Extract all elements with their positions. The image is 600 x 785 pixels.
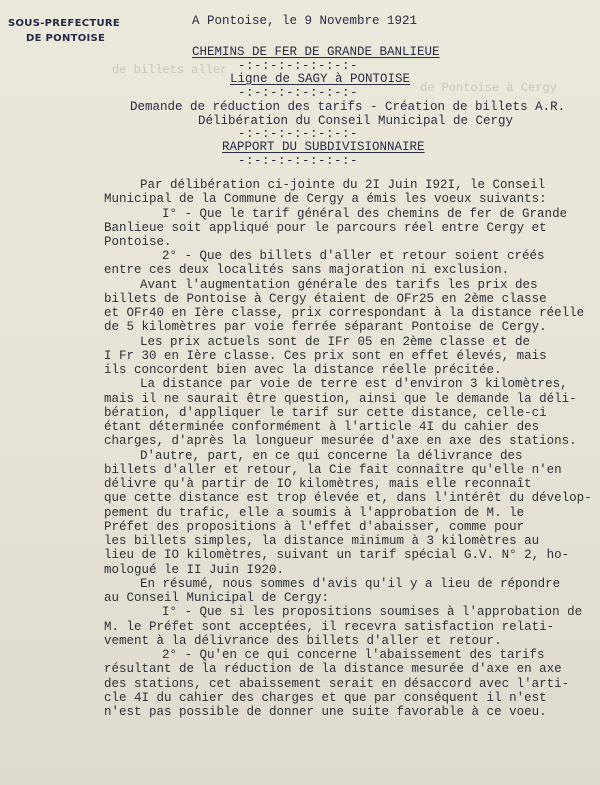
bleed-through-text: de Pontoise à Cergy: [420, 81, 557, 95]
body-line: charges, d'après la longueur mesurée d'axe en axe des stations.: [104, 434, 577, 448]
body-line: que cette distance est trop élevée et, dans l'intérêt du dévelop-: [104, 491, 592, 505]
body-line: Municipal de la Commune de Cergy a émis les voeux suivants:: [104, 192, 547, 206]
body-line: 2° - Qu'en ce qui concerne l'abaissement des tarifs: [162, 648, 545, 662]
body-line: mologué le II Juin I920.: [104, 563, 285, 577]
body-line: Avant l'augmentation générale des tarifs les prix des: [140, 278, 538, 292]
body-line: I° - Que si les propositions soumises à l'approbation de: [162, 605, 583, 619]
separator: -:-:-:-:-:-:-:-: [238, 154, 359, 168]
separator: -:-:-:-:-:-:-:-: [238, 127, 359, 141]
body-line: de 5 kilomètres par voie ferrée séparant Pontoise de Cergy.: [104, 320, 547, 334]
body-line: 2° - Que des billets d'aller et retour soient créés: [162, 249, 545, 263]
body-line: pement du trafic, elle a soumis à l'approbation de M. le: [104, 506, 525, 520]
subject-line: Délibération du Conseil Municipal de Cergy: [198, 114, 514, 128]
body-line: lieu de IO kilomètres, suivant un tarif spécial G.V. N° 2, ho-: [104, 548, 570, 562]
body-line: M. le Préfet sont acceptées, il recevra satisfaction relati-: [104, 620, 555, 634]
body-line: mais il ne saurait être question, ainsi que le demande la déli-: [104, 392, 577, 406]
body-line: En résumé, nous sommes d'avis qu'il y a lieu de répondre: [140, 577, 561, 591]
body-line: Banlieue soit appliqué pour le parcours réel entre Cergy et: [104, 221, 547, 235]
body-line: les billets simples, la distance minimum à 3 kilomètres au: [104, 534, 540, 548]
body-line: vement à la délivrance des billets d'aller et retour.: [104, 634, 502, 648]
body-line: I° - Que le tarif général des chemins de fer de Grande: [162, 207, 568, 221]
stamp-line: DE PONTOISE: [26, 33, 106, 44]
body-line: billets d'aller et retour, la Cie fait connaître qu'elle n'en: [104, 463, 562, 477]
body-line: La distance par voie de terre est d'environ 3 kilomètres,: [140, 377, 568, 391]
bleed-through-text: de billets aller: [112, 63, 228, 77]
body-line: délivre qu'à partir de IO kilomètres, mais elle reconnaît: [104, 477, 532, 491]
place-date: A Pontoise, le 9 Novembre 1921: [192, 14, 418, 28]
body-line: Par délibération ci-jointe du 2I Juin I92I, le Conseil: [140, 178, 546, 192]
stamp-line: SOUS-PREFECTURE: [8, 18, 121, 29]
body-line: étant déterminée conformément à l'article 4I du cahier des: [104, 420, 540, 434]
body-line: bération, d'appliquer le tarif sur cette distance, celle-ci: [104, 406, 547, 420]
body-line: ils concordent bien avec la distance réelle précitée.: [104, 363, 502, 377]
body-line: entre ces deux localités sans majoration ni exclusion.: [104, 263, 510, 277]
body-line: billets de Pontoise à Cergy étaient de OFr25 en 2ème classe: [104, 292, 547, 306]
body-line: Pontoise.: [104, 235, 172, 249]
separator: -:-:-:-:-:-:-:-: [238, 59, 359, 73]
body-line: Les prix actuels sont de IFr 05 en 2ème classe et de: [140, 335, 531, 349]
railway-line: Ligne de SAGY à PONTOISE: [230, 72, 411, 86]
body-line: D'autre, part, en ce qui concerne la délivrance des: [140, 449, 523, 463]
report-title: RAPPORT DU SUBDIVISIONNAIRE: [222, 140, 425, 154]
prefecture-stamp: [8, 16, 120, 46]
body-line: n'est pas possible de donner une suite favorable à ce voeu.: [104, 705, 547, 719]
body-line: Préfet des propositions à l'effet d'abaisser, comme pour: [104, 520, 525, 534]
body-line: I Fr 30 en Ière classe. Ces prix sont en effet élevés, mais: [104, 349, 547, 363]
body-line: des stations, cet abaissement serait en désaccord avec l'arti-: [104, 677, 570, 691]
body-line: et OFr40 en Ière classe, prix correspondant à la distance réelle: [104, 306, 585, 320]
subject-line: Demande de réduction des tarifs - Création de billets A.R.: [130, 100, 566, 114]
body-line: au Conseil Municipal de Cergy:: [104, 591, 330, 605]
body-line: cle 4I du cahier des charges et que par conséquent il n'est: [104, 691, 547, 705]
document-title: CHEMINS DE FER DE GRANDE BANLIEUE: [192, 45, 440, 59]
separator: -:-:-:-:-:-:-:-: [238, 86, 359, 100]
body-line: résultant de la réduction de la distance mesurée d'axe en axe: [104, 662, 562, 676]
